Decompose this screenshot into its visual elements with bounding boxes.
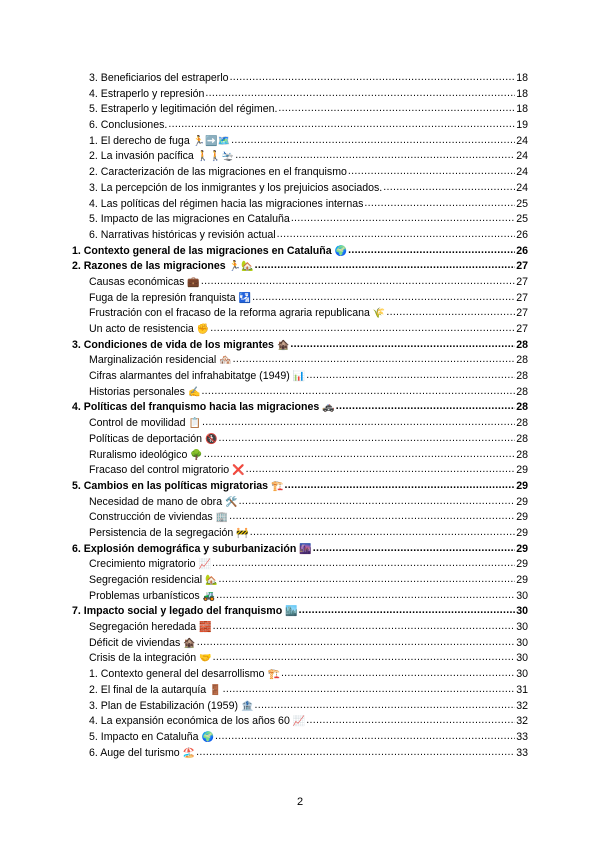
toc-entry-icon: 🏚️ xyxy=(276,339,290,351)
toc-entry-icon: 🏗️ xyxy=(267,669,280,681)
toc-entry-icon: 💼 xyxy=(187,276,200,288)
toc-entry-title: Problemas urbanísticos xyxy=(89,589,200,602)
toc-entry-title: Control de movilidad xyxy=(89,417,186,430)
dot-leader xyxy=(364,196,515,212)
toc-page-number: 18 xyxy=(516,72,528,84)
toc-entry-icon: 🏙️ xyxy=(285,606,298,618)
toc-entry-title: Necesidad de mano de obra xyxy=(89,495,223,508)
dot-leader xyxy=(348,243,515,259)
dot-leader xyxy=(212,556,515,572)
toc-entry-icon: 🚓 xyxy=(322,402,335,414)
toc-entry[interactable] xyxy=(72,369,528,385)
toc-entry-title: Construcción de viviendas xyxy=(89,511,213,524)
dot-leader xyxy=(202,415,515,431)
toc-page-number: 19 xyxy=(516,119,528,132)
dot-leader xyxy=(219,431,516,447)
toc-heading[interactable] xyxy=(72,338,528,354)
toc-entry[interactable] xyxy=(72,87,528,103)
toc-entry-title: Fuga de la represión franquista xyxy=(89,291,236,304)
toc-page-number: 29 xyxy=(516,511,528,524)
toc-entry-title: 3. Beneficiarios del estraperlo xyxy=(89,72,229,84)
dot-leader xyxy=(246,462,516,478)
toc-entry-title: 3. La percepción de los inmigrantes y los prejuicios asociados. xyxy=(89,181,383,194)
toc-page-number: 30 xyxy=(516,589,528,602)
toc-entry[interactable] xyxy=(72,746,528,762)
toc-entry[interactable] xyxy=(72,291,528,307)
toc-entry[interactable] xyxy=(72,636,528,652)
toc-page-number: 32 xyxy=(516,715,528,728)
toc-entry[interactable] xyxy=(72,102,528,118)
toc-entry-title: 3. Plan de Estabilización (1959) xyxy=(89,699,238,712)
toc-entry-icon: 📈 xyxy=(292,716,306,728)
toc-page-number: 24 xyxy=(516,166,528,179)
dot-leader xyxy=(250,525,515,541)
toc-heading[interactable] xyxy=(72,259,528,275)
toc-page-number: 30 xyxy=(516,668,528,681)
toc-entry-title: 1. El derecho de fuga xyxy=(89,134,190,147)
toc-page-number: 33 xyxy=(516,746,528,759)
dot-leader xyxy=(201,384,515,400)
page-number: 2 xyxy=(296,796,304,808)
dot-leader xyxy=(281,666,515,682)
dot-leader xyxy=(204,447,515,463)
toc-entry[interactable] xyxy=(72,510,528,526)
toc-entry-icon: 🏃🏡 xyxy=(228,261,254,273)
toc-entry-title: Déficit de viviendas xyxy=(89,636,181,649)
toc-entry-title: 2. El final de la autarquía xyxy=(89,683,207,696)
toc-entry-title: 2. Caracterización de las migraciones en el franquismo xyxy=(89,166,347,179)
toc-entry-icon: 🛠️ xyxy=(225,496,238,508)
toc-entry-icon: 🏃➡️🗺️ xyxy=(192,135,231,147)
toc-page-number: 27 xyxy=(516,260,528,273)
toc-entry-icon: 🌾 xyxy=(372,308,386,320)
toc-entry-icon: 🌳 xyxy=(190,449,203,461)
toc-page-number: 28 xyxy=(516,432,528,445)
toc-entry[interactable] xyxy=(72,683,528,699)
toc-entry[interactable] xyxy=(72,275,528,291)
toc-page-number: 18 xyxy=(516,87,528,100)
dot-leader xyxy=(197,635,515,651)
dot-leader xyxy=(306,368,515,384)
toc-entry-title: Segregación residencial xyxy=(89,574,203,586)
toc-entry-icon: 📋 xyxy=(188,418,202,430)
toc-entry-icon: 🚜 xyxy=(202,590,216,602)
dot-leader xyxy=(196,745,515,761)
dot-leader xyxy=(291,211,515,227)
toc-entry-title: 4. Estraperlo y represión xyxy=(89,87,205,100)
toc-entry-icon: 🧱 xyxy=(199,622,212,634)
toc-entry-icon: ✊ xyxy=(196,324,210,335)
dot-leader xyxy=(278,101,515,117)
dot-leader xyxy=(306,713,515,729)
toc-heading[interactable] xyxy=(72,244,528,260)
dot-leader xyxy=(213,650,516,666)
toc-entry-title: 6. Explosión demográfica y suburbanización xyxy=(72,542,297,555)
toc-entry[interactable] xyxy=(72,730,528,746)
toc-entry-title: Causas económicas xyxy=(89,275,185,288)
toc-entry-title: 1. Contexto general de las migraciones en Cataluña xyxy=(72,244,332,257)
toc-page-number: 25 xyxy=(516,213,528,226)
toc-entry-icon: 🌍 xyxy=(334,245,348,257)
dot-leader xyxy=(230,70,516,86)
toc-entry-icon: 🚷 xyxy=(205,433,218,445)
toc-entry-icon: 🏗️ xyxy=(271,480,284,492)
toc-entry-title: Historias personales xyxy=(89,385,185,398)
toc-entry[interactable] xyxy=(72,71,528,87)
toc-page-number: 28 xyxy=(516,338,528,351)
toc-entry-title: 5. Estraperlo y legitimación del régimen. xyxy=(89,103,278,116)
toc-entry-title: Segregación heredada xyxy=(89,621,197,634)
toc-entry-title: Políticas de deportación xyxy=(89,432,203,445)
toc-page-number: 29 xyxy=(516,464,528,477)
dot-leader xyxy=(210,321,515,337)
dot-leader xyxy=(348,164,515,180)
toc-heading[interactable] xyxy=(72,400,528,416)
toc-entry[interactable] xyxy=(72,134,528,150)
toc-entry-title: 2. Razones de las migraciones xyxy=(72,260,226,273)
dot-leader xyxy=(231,133,515,149)
dot-leader xyxy=(239,494,516,510)
toc-entry[interactable] xyxy=(72,149,528,165)
toc-entry-icon: 🛂 xyxy=(238,292,252,304)
toc-entry-title: Crecimiento migratorio xyxy=(89,558,196,571)
toc-entry-title: Persistencia de la segregación xyxy=(89,526,234,539)
dot-leader xyxy=(255,258,516,274)
dot-leader xyxy=(299,603,516,619)
toc-entry[interactable] xyxy=(72,416,528,432)
toc-page-number: 33 xyxy=(516,730,528,743)
dot-leader xyxy=(336,399,515,415)
table-of-contents xyxy=(72,71,528,761)
toc-entry-title: 7. Impacto social y legado del franquismo xyxy=(72,605,283,618)
toc-entry[interactable] xyxy=(72,667,528,683)
toc-entry-title: 5. Impacto en Cataluña xyxy=(89,730,199,743)
toc-entry-icon: 🚪 xyxy=(209,684,222,696)
toc-page-number: 29 xyxy=(516,542,528,555)
toc-entry[interactable] xyxy=(72,699,528,715)
dot-leader xyxy=(223,682,516,698)
toc-entry-title: Fracaso del control migratorio xyxy=(89,464,230,477)
toc-page-number: 26 xyxy=(516,228,528,241)
toc-page-number: 27 xyxy=(516,275,528,288)
toc-page-number: 24 xyxy=(516,150,528,163)
toc-entry[interactable] xyxy=(72,322,528,338)
toc-page-number: 28 xyxy=(516,385,528,398)
toc-page-number: 18 xyxy=(516,103,528,116)
toc-entry-icon: 🚶🚶🛬 xyxy=(196,151,235,163)
dot-leader xyxy=(235,148,515,164)
dot-leader xyxy=(290,337,515,353)
toc-page-number: 28 xyxy=(516,448,528,461)
toc-entry-title: 6. Narrativas históricas y revisión actual xyxy=(89,228,276,241)
toc-entry-title: 5. Impacto de las migraciones en Cataluña xyxy=(89,213,290,226)
dot-leader xyxy=(386,305,515,321)
dot-leader xyxy=(168,117,515,133)
toc-entry-title: Cifras alarmantes del infrahabitatge (1949) xyxy=(89,370,290,383)
toc-page-number: 27 xyxy=(516,323,528,335)
dot-leader xyxy=(254,698,515,714)
toc-page-number: 29 xyxy=(516,574,528,586)
toc-entry[interactable] xyxy=(72,197,528,213)
toc-entry-icon: ✍️ xyxy=(187,386,201,398)
toc-entry[interactable] xyxy=(72,432,528,448)
toc-entry-title: 2. La invasión pacífica xyxy=(89,150,194,163)
toc-entry[interactable] xyxy=(72,463,528,479)
toc-entry[interactable] xyxy=(72,620,528,636)
toc-entry-icon: ❌ xyxy=(232,465,245,477)
dot-leader xyxy=(216,588,515,604)
toc-page-number: 25 xyxy=(516,197,528,210)
toc-page-number: 30 xyxy=(516,636,528,649)
toc-entry[interactable] xyxy=(72,385,528,401)
toc-entry[interactable] xyxy=(72,557,528,573)
toc-entry[interactable] xyxy=(72,495,528,511)
toc-page-number: 30 xyxy=(516,652,528,665)
toc-entry-icon: 🌆 xyxy=(299,543,312,555)
toc-entry[interactable] xyxy=(72,353,528,369)
toc-entry[interactable] xyxy=(72,306,528,322)
toc-entry-icon: 🚧 xyxy=(236,527,249,539)
toc-entry-title: Ruralismo ideológico xyxy=(89,448,188,461)
dot-leader xyxy=(229,509,515,525)
toc-page-number: 29 xyxy=(516,495,528,508)
toc-page-number: 28 xyxy=(516,354,528,367)
toc-entry-title: 4. La expansión económica de los años 60 xyxy=(89,715,290,728)
dot-leader xyxy=(215,729,515,745)
toc-entry-title: 6. Conclusiones. xyxy=(89,119,168,132)
dot-leader xyxy=(219,572,516,588)
toc-page-number: 30 xyxy=(516,605,528,618)
dot-leader xyxy=(233,352,516,368)
toc-entry[interactable] xyxy=(72,181,528,197)
toc-page-number: 27 xyxy=(516,291,528,304)
toc-entry-icon: 🤝 xyxy=(199,653,212,665)
toc-entry-title: Frustración con el fracaso de la reforma agraria republicana xyxy=(89,307,370,320)
toc-entry-icon: 📊 xyxy=(292,371,306,383)
toc-entry-title: Marginalización residencial xyxy=(89,354,217,367)
toc-entry-icon: 🏦 xyxy=(241,700,254,712)
toc-entry[interactable] xyxy=(72,714,528,730)
dot-leader xyxy=(213,619,516,635)
toc-page-number: 26 xyxy=(516,244,528,257)
toc-entry[interactable] xyxy=(72,573,528,589)
dot-leader xyxy=(201,274,515,290)
toc-heading[interactable] xyxy=(72,479,528,495)
toc-entry-title: 5. Cambios en las políticas migratorias xyxy=(72,479,269,492)
toc-entry[interactable] xyxy=(72,651,528,667)
toc-entry-icon: 🌍 xyxy=(201,731,214,743)
toc-entry-title: 4. Políticas del franquismo hacia las migraciones xyxy=(72,401,320,414)
toc-page-number: 28 xyxy=(516,370,528,383)
toc-heading[interactable] xyxy=(72,604,528,620)
toc-entry[interactable] xyxy=(72,212,528,228)
toc-entry-icon: 🏡 xyxy=(205,575,218,586)
toc-entry-icon: 🏘️ xyxy=(219,355,232,367)
toc-entry-title: 1. Contexto general del desarrollismo xyxy=(89,668,265,681)
dot-leader xyxy=(383,180,515,196)
dot-leader xyxy=(252,290,515,306)
toc-page-number: 28 xyxy=(516,401,528,414)
toc-page-number: 24 xyxy=(516,134,528,147)
toc-heading[interactable] xyxy=(72,542,528,558)
toc-entry-icon: 🏖️ xyxy=(182,747,196,759)
toc-entry[interactable] xyxy=(72,118,528,134)
toc-entry-title: 3. Condiciones de vida de los migrantes xyxy=(72,338,274,351)
toc-entry-icon: 📈 xyxy=(198,559,212,571)
toc-entry[interactable] xyxy=(72,526,528,542)
toc-entry-title: Un acto de resistencia xyxy=(89,323,194,335)
dot-leader xyxy=(277,227,516,243)
dot-leader xyxy=(313,541,515,557)
toc-entry-icon: 🏢 xyxy=(215,512,229,524)
toc-page-number: 29 xyxy=(516,558,528,571)
toc-entry-title: Crisis de la integración xyxy=(89,652,197,665)
toc-entry[interactable] xyxy=(72,165,528,181)
toc-entry-title: 4. Las políticas del régimen hacia las migraciones internas xyxy=(89,197,364,210)
toc-entry-title: 6. Auge del turismo xyxy=(89,746,180,759)
toc-page-number: 29 xyxy=(516,526,528,539)
toc-page-number: 28 xyxy=(516,417,528,430)
toc-page-number: 30 xyxy=(516,621,528,634)
dot-leader xyxy=(285,478,516,494)
toc-page-number: 31 xyxy=(516,683,528,696)
toc-entry[interactable] xyxy=(72,228,528,244)
toc-page-number: 29 xyxy=(516,479,528,492)
toc-page-number: 24 xyxy=(516,181,528,194)
dot-leader xyxy=(205,86,515,102)
toc-entry[interactable] xyxy=(72,448,528,464)
toc-page-number: 32 xyxy=(516,699,528,712)
toc-entry[interactable] xyxy=(72,589,528,605)
toc-entry-icon: 🏚️ xyxy=(183,637,196,649)
toc-page-number: 27 xyxy=(516,307,528,320)
